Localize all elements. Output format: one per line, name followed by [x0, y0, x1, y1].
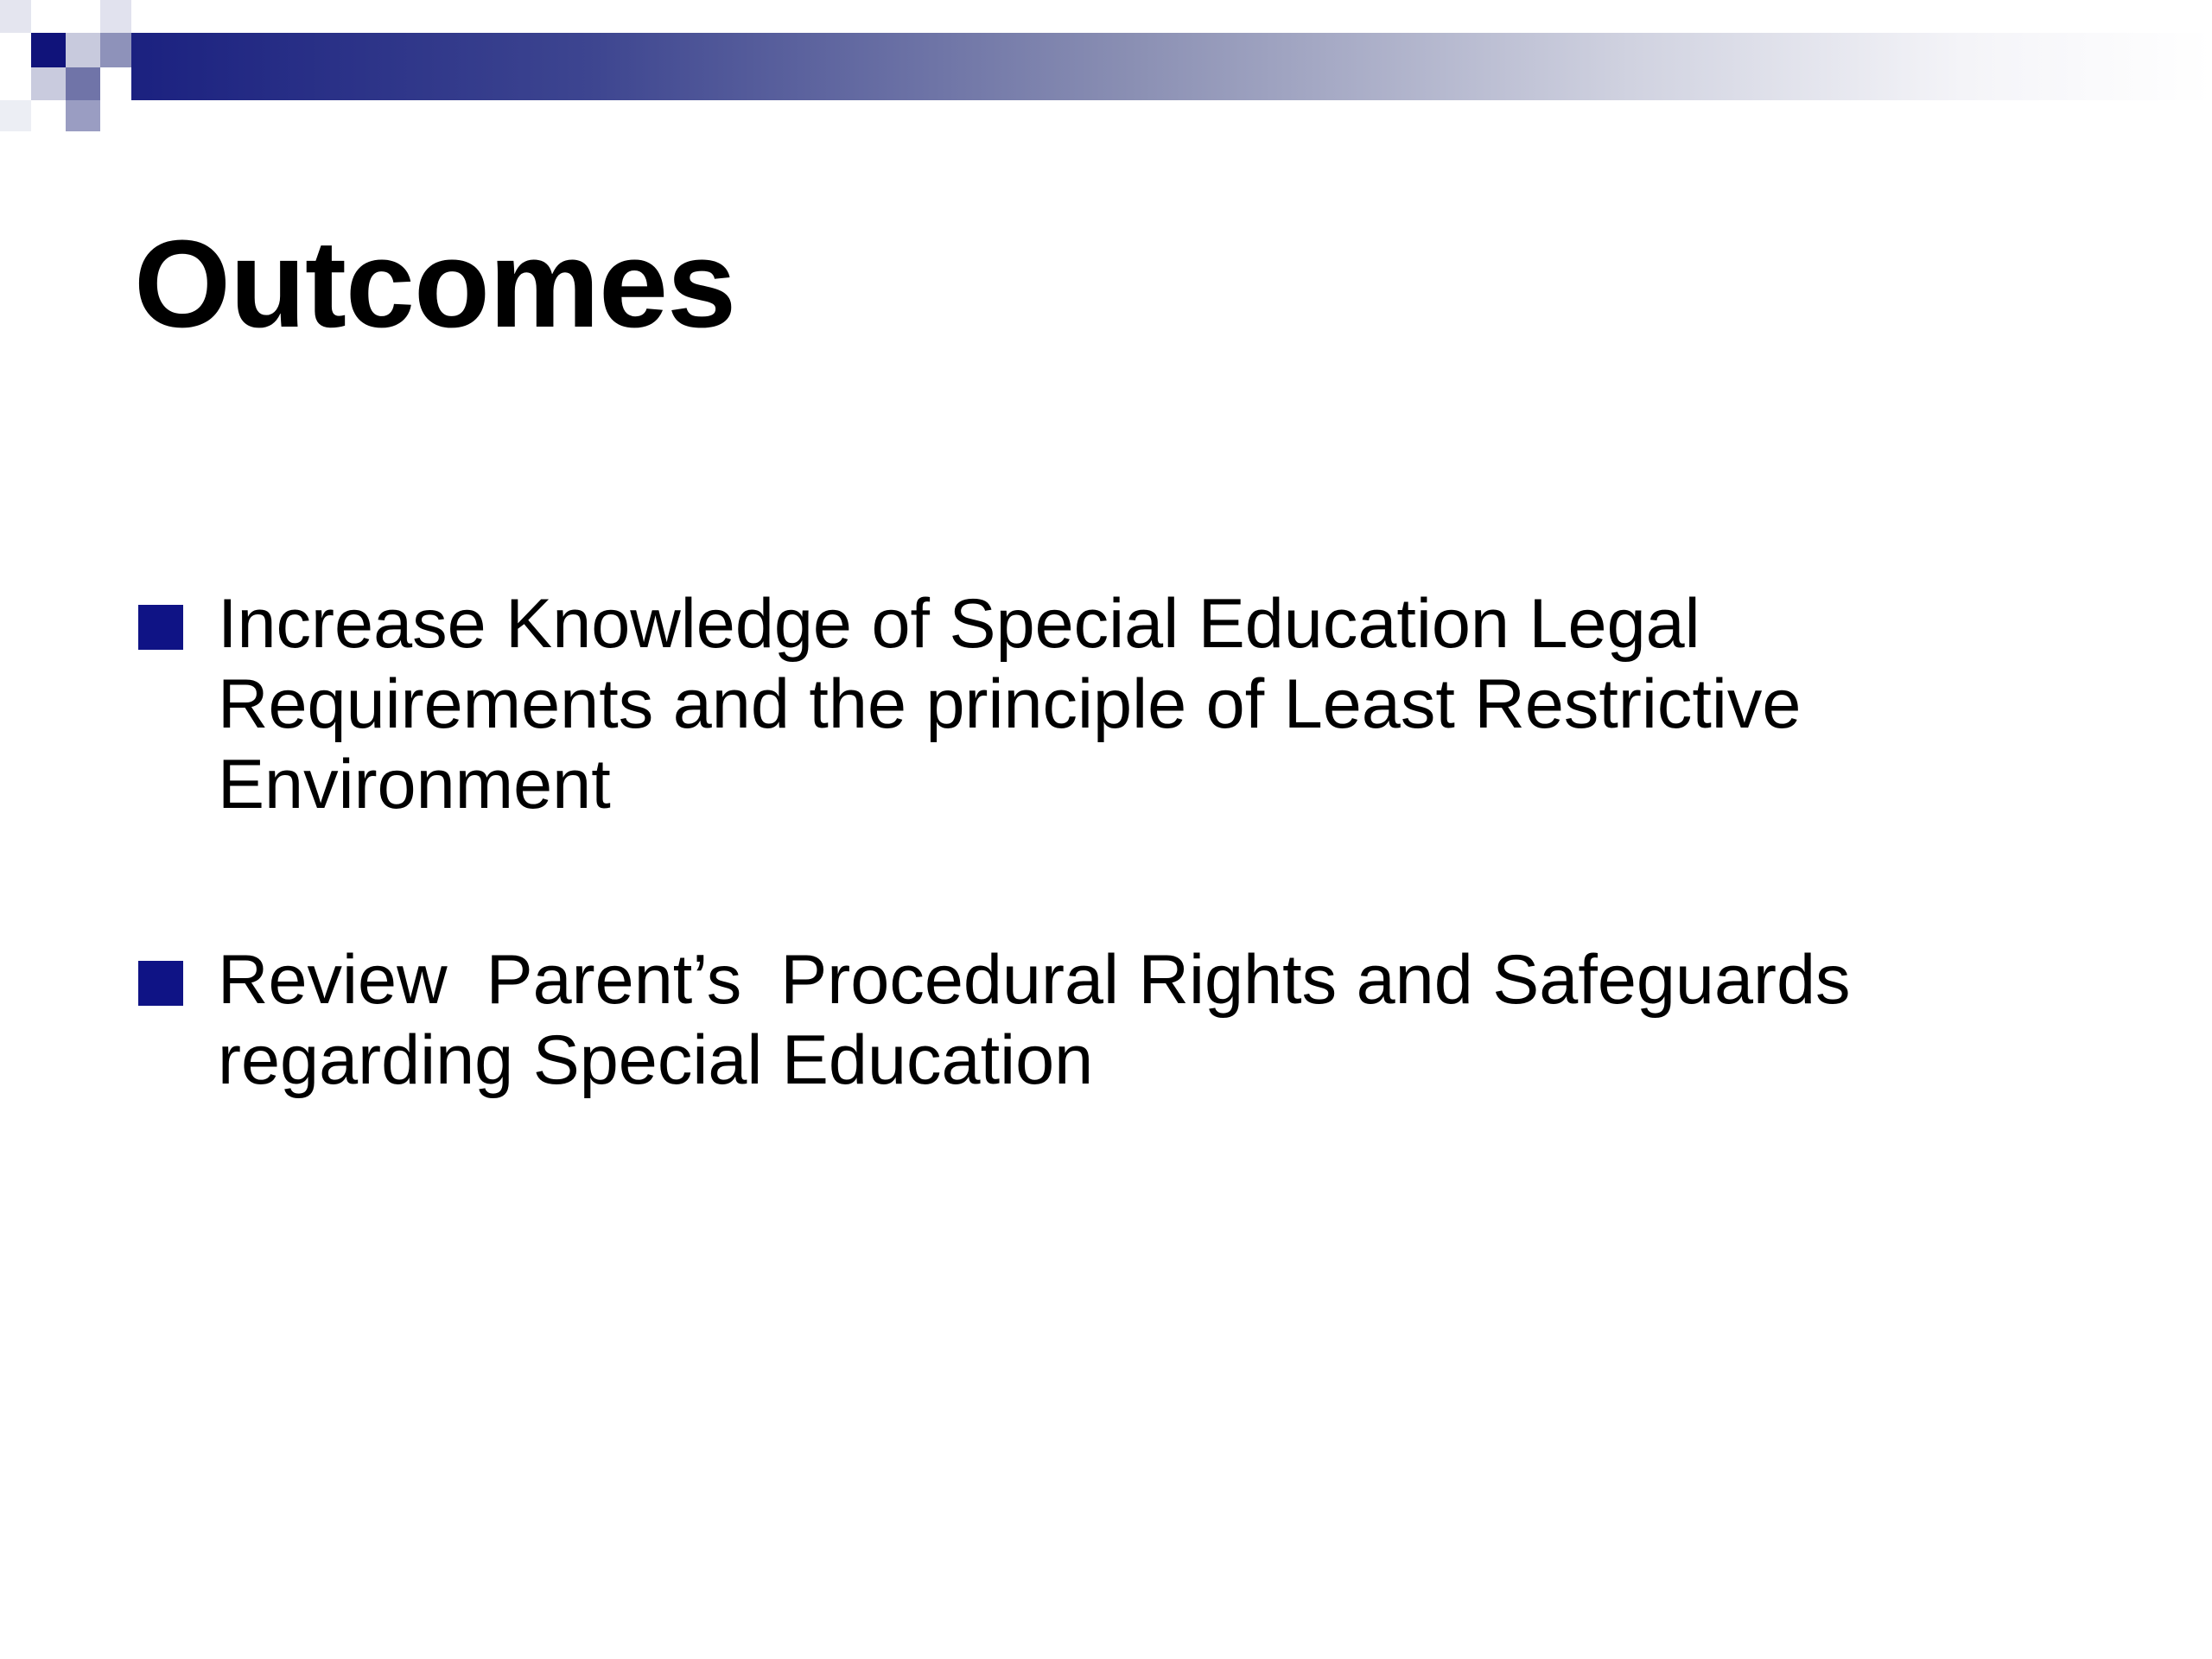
header-square: [66, 67, 100, 100]
header-square: [66, 100, 100, 131]
header-square: [66, 33, 100, 67]
header-gradient-bar: [131, 33, 2212, 100]
header-decoration: [0, 0, 2212, 130]
header-square: [100, 33, 131, 67]
header-square: [0, 100, 31, 131]
slide-title: Outcomes: [134, 214, 736, 353]
header-square: [31, 33, 66, 67]
header-square: [100, 0, 131, 33]
bullet-text: Review Parent’s Procedural Rights and Safeguards regarding Special Education: [218, 941, 1871, 1099]
square-bullet-icon: [138, 605, 183, 650]
header-square: [31, 67, 66, 100]
square-bullet-icon: [138, 961, 183, 1006]
header-square: [0, 0, 31, 33]
bullet-text: Increase Knowledge of Special Education Legal Requirements and the principle of Least Restrictive Environment: [218, 585, 1821, 823]
